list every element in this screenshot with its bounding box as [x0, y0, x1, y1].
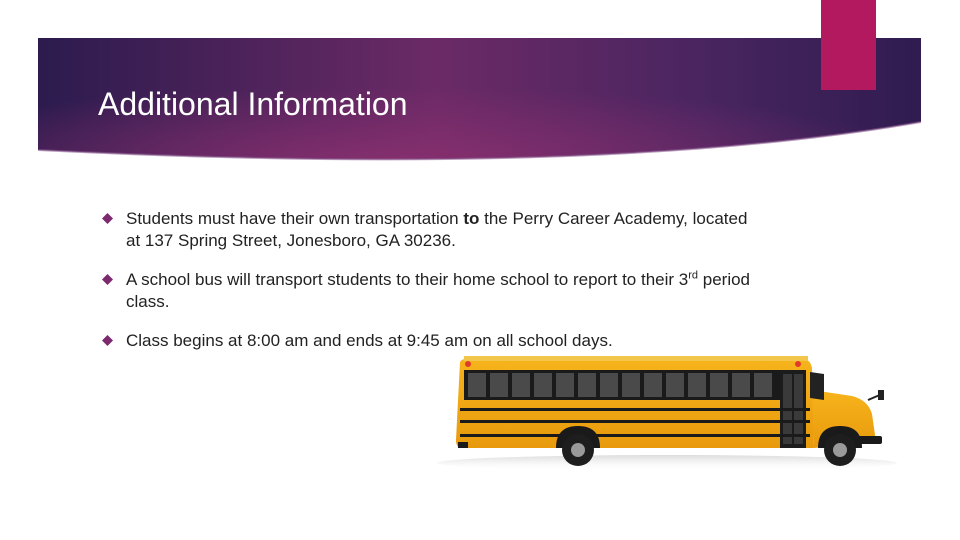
bullet-list: [102, 208, 762, 369]
bullet-text-end: the Perry Career Academy, located at 137 Spring Street, Jonesboro, GA 30236.: [126, 209, 748, 250]
bullet-text-start: Students must have their own transportation: [126, 209, 464, 228]
slide-title: Additional Information: [98, 86, 408, 122]
bullet-superscript: rd: [688, 269, 699, 282]
list-item: [102, 330, 762, 352]
school-bus-icon: [432, 350, 902, 475]
accent-tab: [821, 0, 876, 90]
list-item: [102, 208, 762, 252]
bullet-text-bold: to: [463, 209, 480, 228]
diamond-bullet-icon: [102, 335, 113, 346]
list-item: [102, 269, 762, 313]
bullet-text-start: A school bus will transport students to their home school to report to their 3: [126, 270, 689, 289]
diamond-bullet-icon: [102, 213, 113, 224]
bullet-text-end: period class.: [126, 270, 751, 311]
diamond-bullet-icon: [102, 274, 113, 285]
bullet-text: Class begins at 8:00 am and ends at 9:45 am on all school days.: [126, 331, 613, 350]
